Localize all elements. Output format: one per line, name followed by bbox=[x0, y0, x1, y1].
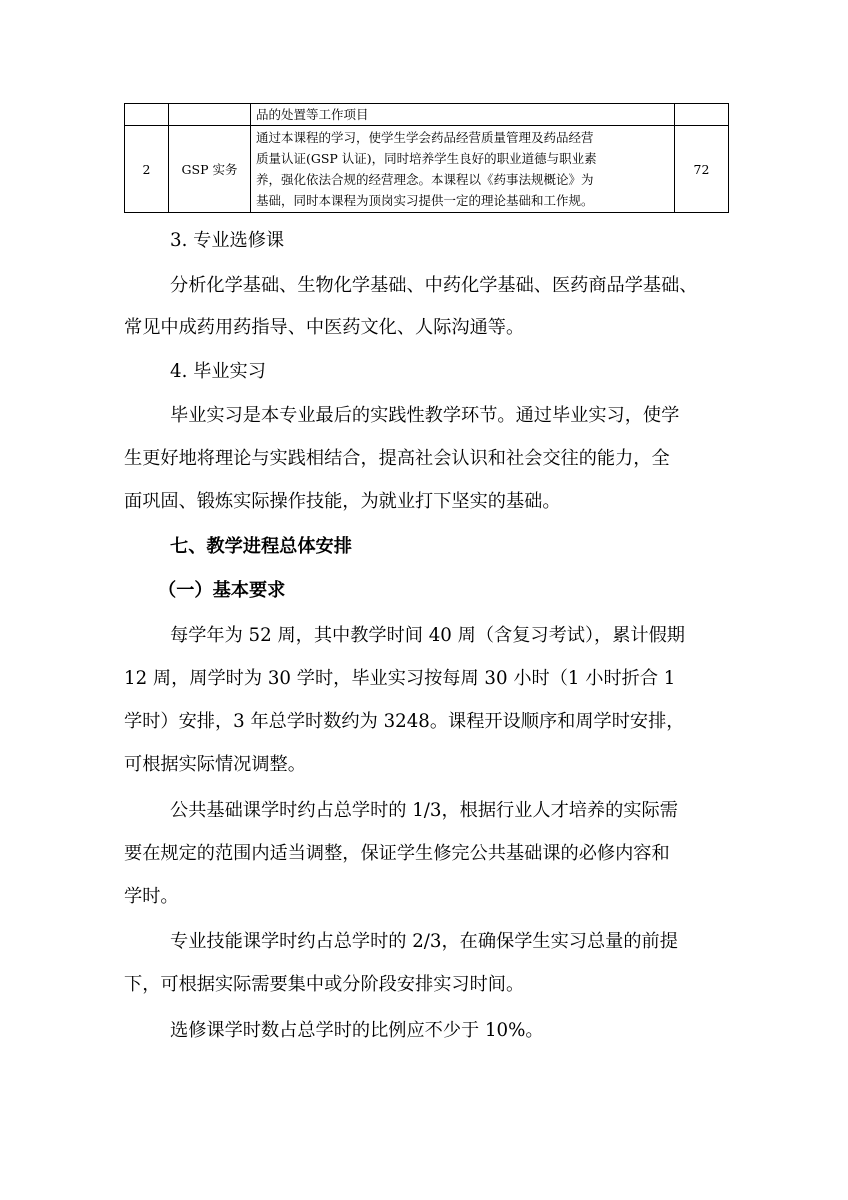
paragraph-line: 公共基础课学时约占总学时的 1/3，根据行业人才培养的实际需 bbox=[170, 800, 678, 821]
paragraph-line: 学时）安排，3 年总学时数约为 3248。课程开设顺序和周学时安排， bbox=[124, 711, 685, 732]
subsection-heading-internship: 4. 毕业实习 bbox=[170, 361, 266, 382]
paragraph-line: 生更好地将理论与实践相结合，提高社会认识和社会交往的能力，全 bbox=[124, 448, 670, 469]
paragraph-line: 专业技能课学时约占总学时的 2/3，在确保学生实习总量的前提 bbox=[170, 931, 678, 952]
paragraph-line: 面巩固、锻炼实际操作技能，为就业打下坚实的基础。 bbox=[124, 491, 561, 512]
paragraph-line: 每学年为 52 周，其中教学时间 40 周（含复习考试），累计假期 bbox=[170, 625, 685, 646]
paragraph-line: 常见中成药用药指导、中医药文化、人际沟通等。 bbox=[124, 317, 525, 338]
paragraph-line: 学时。 bbox=[124, 886, 179, 907]
table-row bbox=[125, 104, 729, 126]
course-description-cell: 品的处置等工作项目 bbox=[251, 104, 675, 126]
course-hours-cell bbox=[675, 104, 729, 126]
subsection-heading-electives: 3. 专业选修课 bbox=[170, 230, 285, 251]
paragraph-line: 12 周，周学时为 30 学时，毕业实习按每周 30 小时（1 小时折合 1 bbox=[124, 668, 676, 689]
course-name-cell bbox=[169, 104, 251, 126]
description-line: 养，强化依法合规的经营理念。本课程以《药事法规概论》为 bbox=[256, 172, 594, 187]
paragraph-line: 分析化学基础、生物化学基础、中药化学基础、医药商品学基础、 bbox=[170, 275, 698, 296]
description-line: 质量认证(GSP 认证)，同时培养学生良好的职业道德与职业素 bbox=[256, 151, 597, 166]
course-table bbox=[124, 103, 729, 213]
paragraph-line: 可根据实际情况调整。 bbox=[124, 754, 306, 775]
course-name-cell: GSP 实务 bbox=[169, 126, 251, 213]
paragraph-line: 要在规定的范围内适当调整，保证学生修完公共基础课的必修内容和 bbox=[124, 843, 670, 864]
course-description-cell bbox=[251, 126, 675, 213]
description-line: 通过本课程的学习，使学生学会药品经营质量管理及药品经营 bbox=[256, 130, 594, 145]
course-number-cell bbox=[125, 104, 169, 126]
description-line: 基础，同时本课程为顶岗实习提供一定的理论基础和工作规。 bbox=[256, 193, 594, 208]
paragraph-line: 下，可根据实际需要集中或分阶段安排实习时间。 bbox=[124, 974, 525, 995]
paragraph-line: 毕业实习是本专业最后的实践性教学环节。通过毕业实习，使学 bbox=[170, 405, 680, 426]
section-heading: 七、教学进程总体安排 bbox=[170, 536, 352, 557]
course-hours-cell: 72 bbox=[675, 126, 729, 213]
table-row bbox=[125, 126, 729, 213]
course-number-cell: 2 bbox=[125, 126, 169, 213]
paragraph-line: 选修课学时数占总学时的比例应不少于 10%。 bbox=[170, 1020, 544, 1041]
subsection-heading-basic-requirements: （一）基本要求 bbox=[158, 580, 286, 601]
